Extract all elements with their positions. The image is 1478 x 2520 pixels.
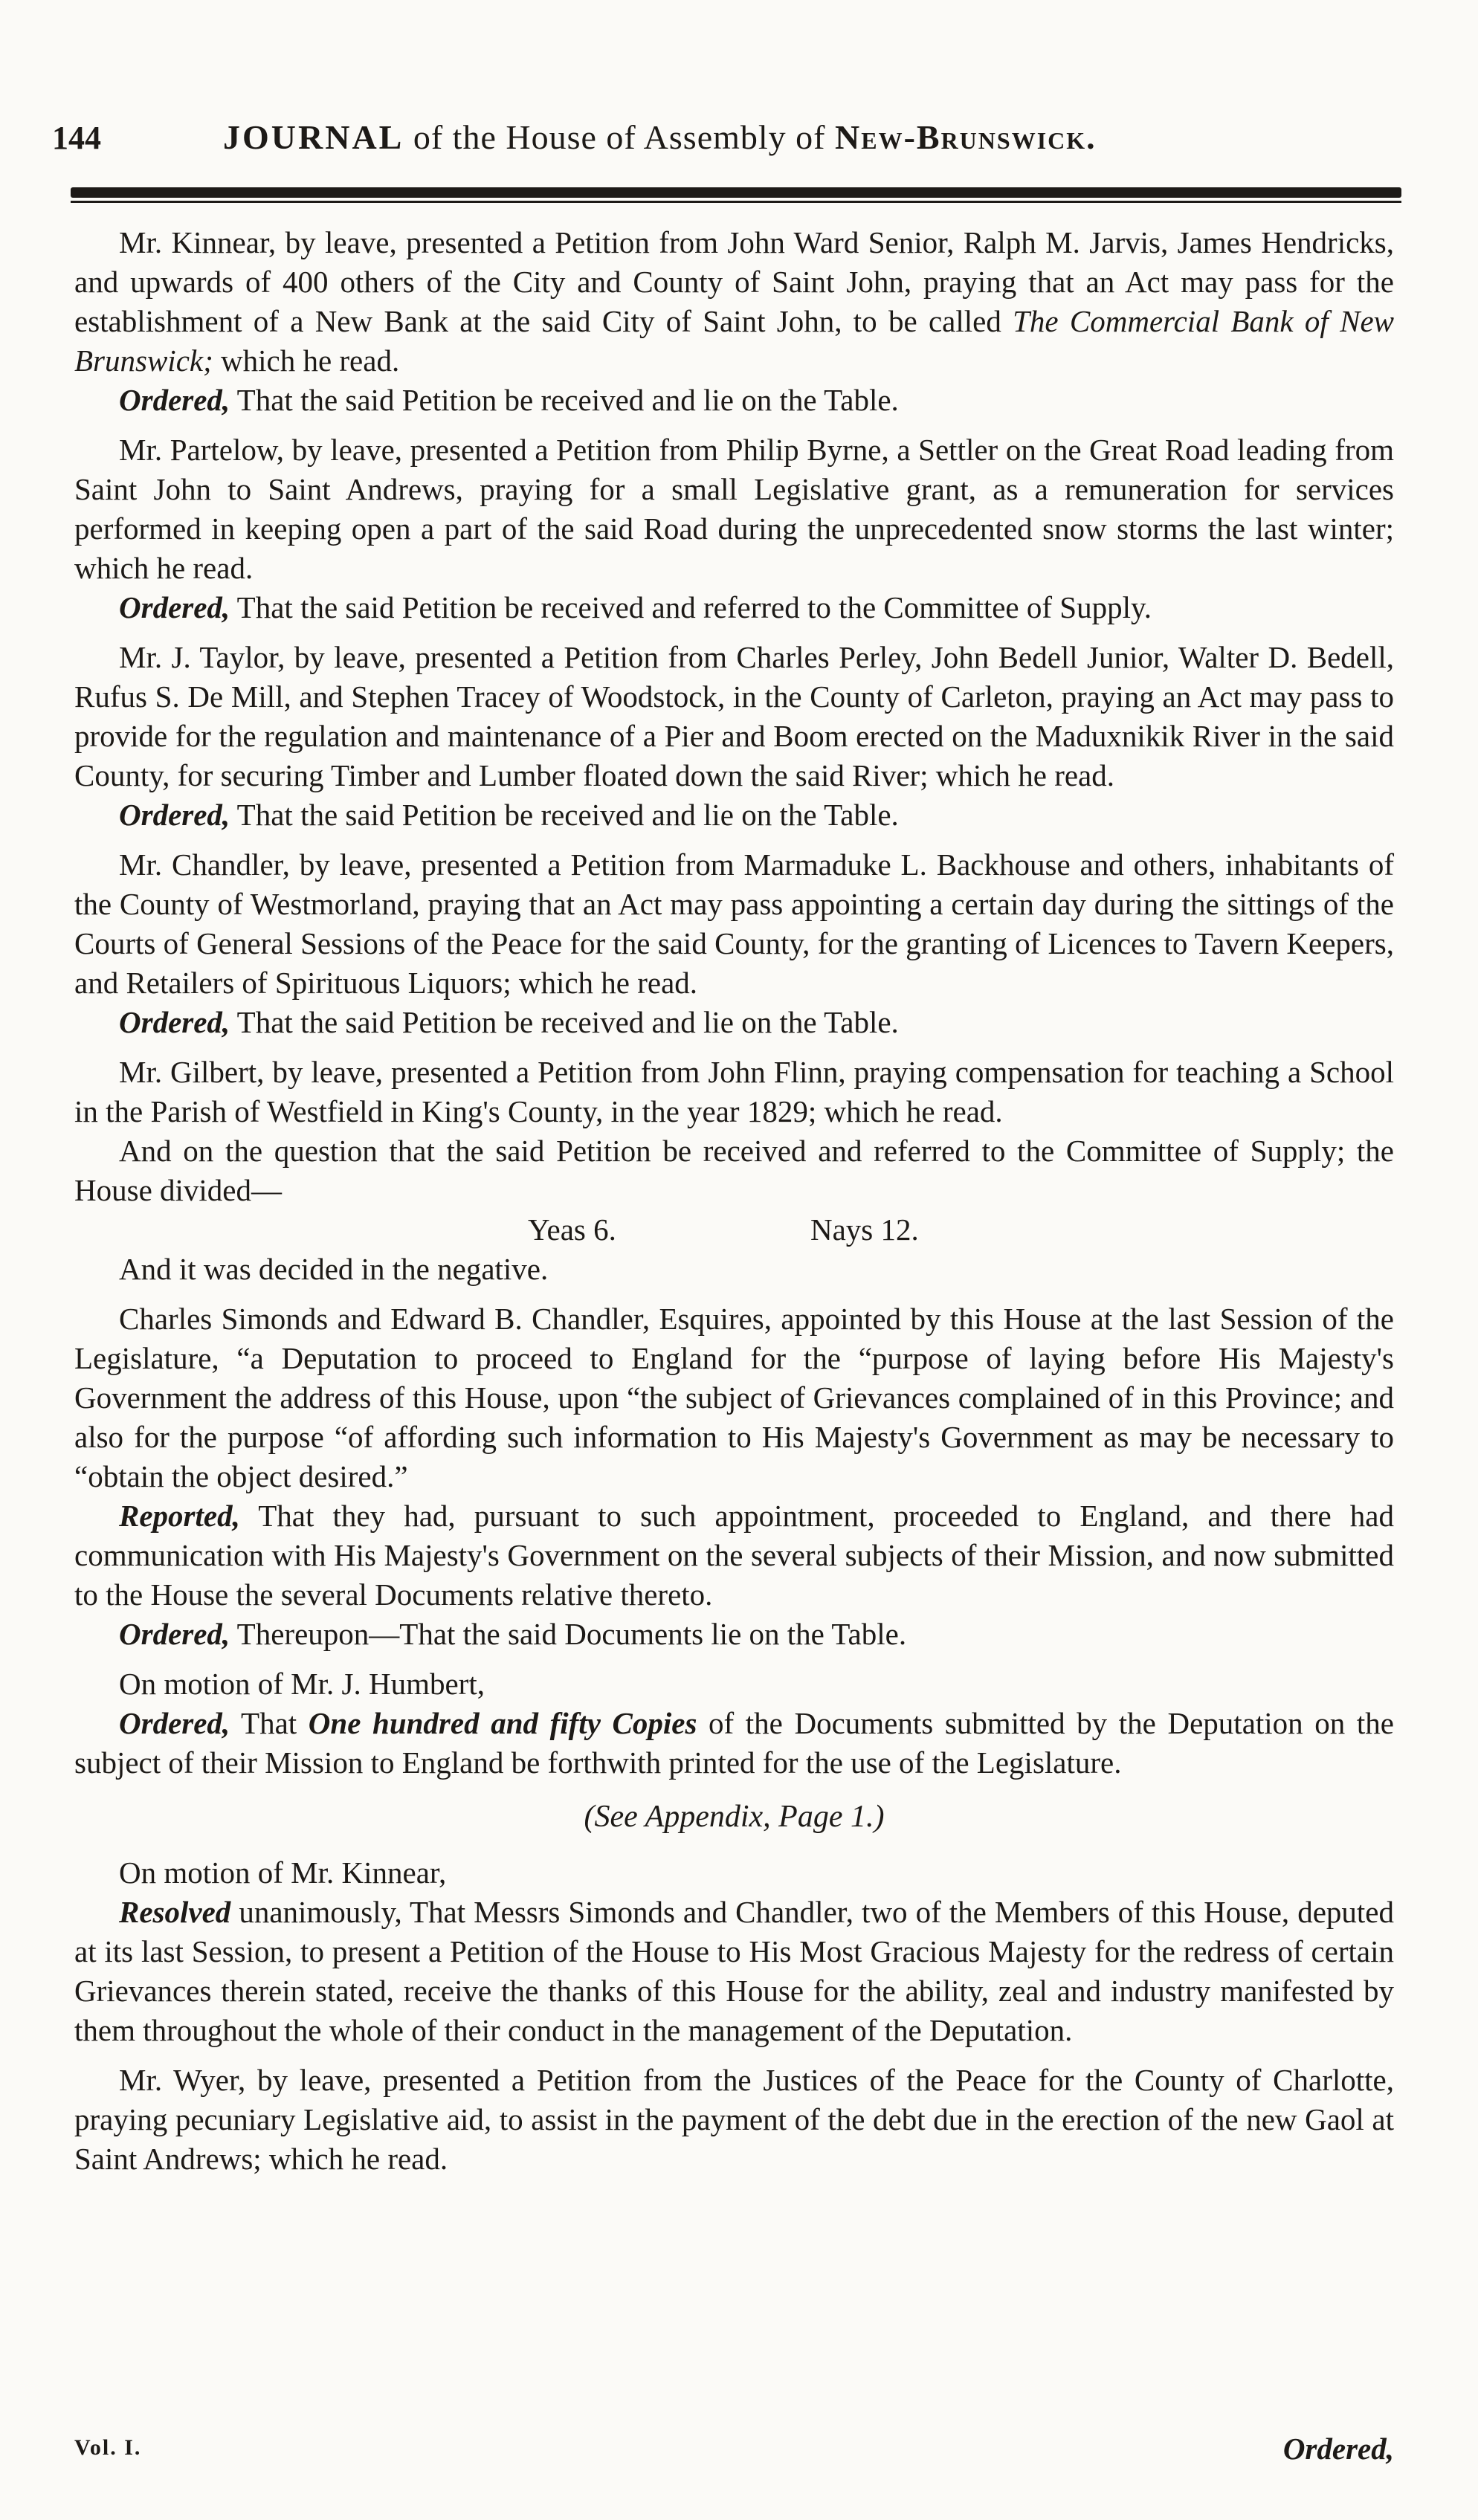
entry-chandler-petition [74, 845, 1394, 1042]
header-rule [71, 187, 1401, 198]
entry-deputation [74, 1299, 1394, 1654]
division-result [74, 1210, 1394, 1250]
thereupon-ordered [74, 1615, 1394, 1654]
wyer-petition-text: Mr. Wyer, by leave, presented a Petition from the Justices of the Peace for the County of Charlotte, praying pecuniary Legislative aid, to assist in the payment of the debt due in the erection of the new Gaol at Saint Andrews; which he read. [74, 2063, 1394, 2176]
ordered-text: That the said Petition be received and lie on the Table. [230, 383, 899, 417]
kinnear-petition-text [74, 223, 1394, 381]
chandler-ordered [74, 1003, 1394, 1042]
gilbert-result: And it was decided in the negative. [119, 1252, 549, 1286]
ordered-text-a: That [230, 1706, 309, 1740]
entry-kinnear-petition [74, 223, 1394, 420]
entry-wyer-petition [74, 2061, 1394, 2179]
humbert-ordered [74, 1704, 1394, 1783]
resolved [74, 1893, 1394, 2050]
gilbert-petition-text: Mr. Gilbert, by leave, presented a Petition from John Flinn, praying compensation for teaching a School in the Parish of Westfield in King's County, in the year 1829; which he read. [74, 1055, 1394, 1128]
reported [74, 1496, 1394, 1615]
ordered-label: Ordered, [119, 590, 230, 624]
bank-name: The Commercial Bank of New Brunswick; [74, 304, 1394, 378]
kinnear-petition-body: Mr. Kinnear, by leave, presented a Petition from John Ward Senior, Ralph M. Jarvis, James Hendricks, and upwards of 400 others of the City and County of Saint John, praying that an Act may pass for the establishment of a New Bank at the said City of Saint John, to be called [74, 225, 1394, 338]
entry-gilbert-petition [74, 1053, 1394, 1289]
ordered-text: That the said Petition be received and referred to the Committee of Supply. [230, 590, 1152, 624]
ordered-label: Ordered, [119, 1706, 230, 1740]
page-header [52, 112, 1390, 171]
gilbert-question: And on the question that the said Petition be received and referred to the Committee of Supply; the House divided— [74, 1134, 1394, 1207]
catchword: Ordered, [1282, 2432, 1394, 2466]
running-title-journal: JOURNAL [223, 118, 404, 156]
entry-humbert-motion [74, 1664, 1394, 1837]
kinnear-motion: On motion of Mr. Kinnear, [119, 1855, 447, 1890]
resolved-text: unanimously, That Messrs Simonds and Chandler, two of the Members of this House, deputed at its last Session, to present a Petition of the House to His Most Gracious Majesty for the redress of certain Grievances therein stated, receive the thanks of this House for the ability, zeal and industry manifested by them throughout the whole of their conduct in the management of the Deputation. [74, 1895, 1394, 2047]
reported-text: That they had, pursuant to such appointment, proceeded to England, and there had communication with His Majesty's Government on the several subjects of their Mission, and now submitted to the House the several Documents relative thereto. [74, 1499, 1394, 1612]
see-appendix: (See Appendix, Page 1.) [584, 1800, 885, 1834]
copies-count: One hundred and fifty Copies [308, 1706, 697, 1740]
ordered-text: That the said Petition be received and lie on the Table. [230, 1005, 899, 1039]
entry-taylor-petition [74, 638, 1394, 835]
ordered-label: Ordered, [119, 798, 230, 832]
deputation-intro: Charles Simonds and Edward B. Chandler, Esquires, appointed by this House at the last Session of the Legislature, “a Deputation to proceed to England for the “purpose of laying before His Majesty's Government the address of this House, upon “the subject of Grievances complained of in this Province; and also for the purpose “of affording such information to His Majesty's Government as may be necessary to “obtain the object desired.” [74, 1302, 1394, 1493]
resolved-label: Resolved [119, 1895, 231, 1929]
kinnear-ordered [74, 381, 1394, 420]
entry-partelow-petition [74, 430, 1394, 627]
ordered-text-b: of the Documents submitted by the Deputation on the subject of their Mission to England be forthwith printed for the use of the Legislature. [74, 1706, 1394, 1780]
partelow-ordered [74, 588, 1394, 627]
running-title-mid: of the House of Assembly of [404, 118, 835, 156]
chandler-petition-text: Mr. Chandler, by leave, presented a Petition from Marmaduke L. Backhouse and others, inhabitants of the County of Westmorland, praying that an Act may pass appointing a certain day during the sittings of the Courts of General Sessions of the Peace for the said County, for the granting of Licences to Tavern Keepers, and Retailers of Spirituous Liquors; which he read. [74, 847, 1394, 1000]
partelow-petition-text: Mr. Partelow, by leave, presented a Petition from Philip Byrne, a Settler on the Great Road leading from Saint John to Saint Andrews, praying for a small Legislative grant, as a remuneration for services performed in keeping open a part of the said Road during the unprecedented snow storms the last winter; which he read. [74, 433, 1394, 585]
page-footer [74, 2431, 1394, 2475]
taylor-ordered [74, 795, 1394, 835]
header-rule-thin [71, 201, 1401, 203]
nays-count: Nays 12. [810, 1212, 919, 1247]
ordered-label: Ordered, [119, 383, 230, 417]
running-title-place: New-Brunswick. [835, 118, 1097, 156]
page-number: 144 [52, 120, 101, 156]
humbert-motion: On motion of Mr. J. Humbert, [119, 1667, 485, 1701]
entry-kinnear-motion [74, 1853, 1394, 2050]
ordered-text: Thereupon—That the said Documents lie on the Table. [230, 1617, 907, 1651]
ordered-label: Ordered, [119, 1617, 230, 1651]
taylor-petition-text: Mr. J. Taylor, by leave, presented a Petition from Charles Perley, John Bedell Junior, Walter D. Bedell, Rufus S. De Mill, and Stephen Tracey of Woodstock, in the County of Carleton, praying an Act may pass to provide for the regulation and maintenance of a Pier and Boom erected on the Maduxnikik River in the said County, for securing Timber and Lumber floated down the said River; which he read. [74, 640, 1394, 792]
ordered-text: That the said Petition be received and lie on the Table. [230, 798, 899, 832]
journal-body [74, 223, 1394, 2189]
reported-label: Reported, [119, 1499, 240, 1533]
yeas-count: Yeas 6. [528, 1212, 616, 1247]
signature-mark: Vol. I. [74, 2435, 142, 2460]
ordered-label: Ordered, [119, 1005, 230, 1039]
running-title [223, 117, 1097, 157]
kinnear-petition-tail: which he read. [213, 343, 400, 378]
